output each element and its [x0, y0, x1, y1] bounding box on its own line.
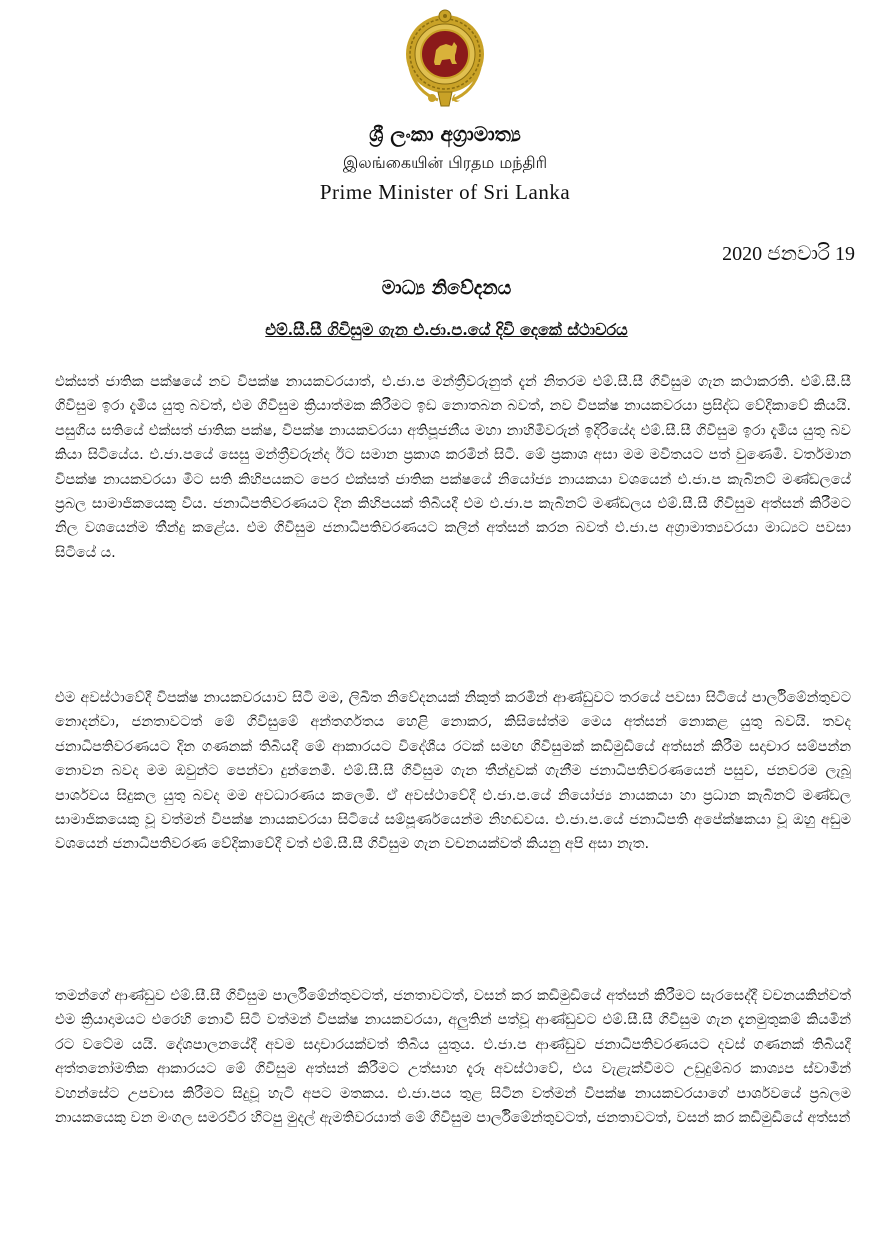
body-paragraph-2: එම අවස්ථාවේදී විපක්ෂ නායකවරයාව සිටි මම, ලිඛිත නිවේදනයක් නිකුත් කරමින් ආණ්ඩුවට තරයේ පවසා සිටියේ පාර්ලිමේන්තුවට නොදන්වා, ජනතාවටත් මේ ගිවිසුමේ අන්තර්ගතය හෙළි නොකර, කිසිසේත්ම මෙය අත්සන් නොකළ යුතු බවයි. තවද ජනාධිපතිවරණයට දින ගණනක් තිබියදී මේ ආකාරයට විදේශීය රටක් සමඟ ගිවිසුමක් කඩිමුඩියේ අත්සන් කිරීම සදාචාර සම්පන්න නොවන බවද මම ඔවුන්ට පෙන්වා දුන්නෙමි. එම්.සී.සී ගිවිසුම ගැන තීන්දුවක් ගැනීම ජනාධිපතිවරණයෙන් පසුව, ජනවරම ලැබූ පාර්ශවය සිදුකල යුතු බවද මම අවධාරණය කලෙමි. ඒ අවස්ථාවේදී එ.ජා.ප.යේ නියෝජ්‍ය නායකයා හා ප්‍රධාන කැබිනට් මණ්ඩල සාමාජිකයෙකු වූ වත්මන් විපක්ෂ නායකවරයා සිටියේ සම්පූර්ණයෙන්ම නිහඬවය. එ.ජා.ප.යේ ජනාධිපති අපේක්ෂකයා වූ ඔහු අඩුම වශයෙන් ජනාධිපතිවරණ වේදිකාවේදී වත් එම්.සී.සී ගිවිසුම ගැන වචනයක්වත් කියනු අපි අසා නැත. [55, 690, 851, 853]
letterhead-english: Prime Minister of Sri Lanka [319, 180, 571, 204]
release-date: 2020 ජනවාරි 19 [722, 243, 855, 265]
body-paragraph-3: තමන්ගේ ආණ්ඩුව එම්.සී.සී ගිවිසුම පාර්ලිමේන්තුවටත්, ජනතාවටත්, වසන් කර කඩිමුඩියේ අත්සන් කිරීමට සැරසෙද්දී වචනයකින්වත් එම ක්‍රියාදාමයට එරෙහි නොවී සිටි වත්මන් විපක්ෂ නායකවරයා, අලුතින් පත්වූ ආණ්ඩුවට එම්.සී.සී ගිවිසුම ගැන දැනමුතුකම් කියමින් රට වටේම යයි. දේශපාලනයේදී අවම සදාචාරයක්වත් තිබිය යුතුය. එ.ජා.ප ආණ්ඩුව ජනාධිපතිවරණයට දවස් ගණනක් තිබියදී අත්තනෝමතික ආකාරයට මේ ගිවිසුම අත්සන් කිරීමට උත්සාහ දැරූ අවස්ථාවේ, එය වැළැක්වීමට උඩුදුම්බර කාශ්‍යප ස්වාමීන් වහන්සේට උපවාස කිරීමට සිදුවූ හැටි අපට මතකය. එ.ජා.පය තුළ සිටින වත්මන් විපක්ෂ නායකවරයාගේ පාර්ශවයේ ප්‍රබලම නායකයෙකු වන මංගල සමරවීර හිටපු මුදල් ඇමතිවරයාත් මේ ගිවිසුම පාර්ලිමේන්තුවටත්, ජනතාවටත්, වසන් කර කඩිමුඩියේ අත්සන් [55, 988, 851, 1127]
sri-lanka-national-emblem-icon [402, 8, 488, 112]
document-subtitle: එම්.සී.සී ගිවිසුම ගැන එ.ජා.ප.යේ දිවි දෙකේ ස්ථාවරය [265, 320, 628, 339]
document-title: මාධ්‍ය නිවේදනය [381, 277, 512, 299]
letterhead-tamil: இலங்கையின் பிரதம மந்திரி [342, 153, 548, 172]
national-emblem [402, 8, 488, 112]
body-paragraph-1: එක්සත් ජාතික පක්ෂයේ නව විපක්ෂ නායකවරයාත්, එ.ජා.ප මන්ත්‍රීවරුනුත් දැන් නිතරම එම්.සී.සී ගිවිසුම ගැන කථාකරති. එම්.සී.සී ගිවිසුම ඉරා දැමිය යුතු බවත්, එම ගිවිසුම ක්‍රියාත්මක කිරීමට ඉඩ නොතබන බවත්, නව විපක්ෂ නායකවරයා ප්‍රසිද්ධ වේදිකාවේ කියයි. පසුගිය සතියේ එක්සත් ජාතික පක්ෂ, විපක්ෂ නායකවරයා අතිපූජනීය මහා නාහිමිවරුන් ඉදිරියේද එම්.සී.සී ගිවිසුම ඉරා දැමිය යුතු බව කියා සිටියේය. එ.ජා.පයේ සෙසු මන්ත්‍රීවරුන්ද ඊට සමාන ප්‍රකාශ කරමින් සිටී. මේ ප්‍රකාශ අසා මම මවිතයට පත් වුණෙමි. වර්තමාන විපක්ෂ නායකවරයා මීට සති කිහිපයකට පෙර එක්සත් ජාතික පක්ෂයේ නියෝජ්‍ය නායකයා වශයෙන් එ.ජා.ප කැබිනට් මණ්ඩලයේ ප්‍රබල සාමාජිකයෙකු විය. ජනාධිපතිවරණයට දින කිහිපයක් තිබියදී එම එ.ජා.ප කැබිනට් මණ්ඩලය එම්.සී.සී ගිවිසුම අත්සන් කිරීමට නිල වශයෙන්ම තීන්දු කළේය. එම ගිවිසුම ජනාධිපතිවරණයට කලින් අත්සන් කරන බවත් එ.ජා.ප අග්‍රාමාත්‍යවරයා මාධ්‍යට පවසා සිටියේ ය. [55, 374, 851, 561]
letterhead-sinhala: ශ්‍රී ලංකා අග්‍රාමාත්‍ය [369, 122, 521, 146]
